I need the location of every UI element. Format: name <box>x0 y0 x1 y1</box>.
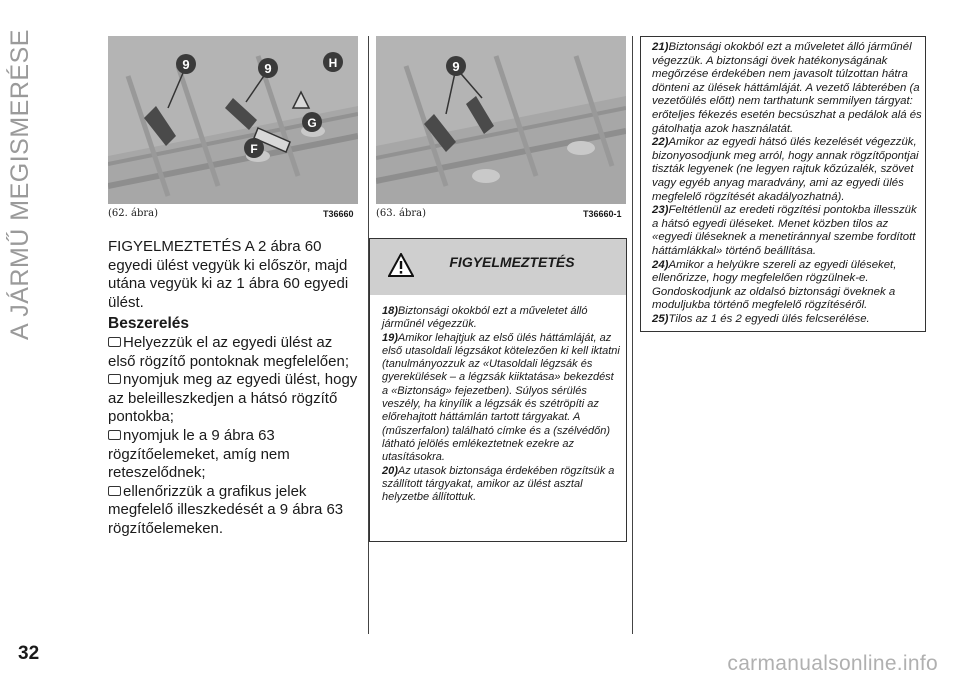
bullet-box-icon <box>108 486 121 496</box>
figure-63-caption: (63. ábra) <box>376 208 426 219</box>
intro-paragraph: FIGYELMEZTETÉS A 2 ábra 60 egyedi ülést vegyük ki először, majd utána vegyük ki az 1 ábra 60 egyedi ülést. <box>108 238 349 311</box>
warning-body <box>382 305 622 504</box>
svg-text:F: F <box>250 142 258 156</box>
bullet-item: Helyezzük el az egyedi ülést az első rögzítő pontoknak megfelelően; <box>108 333 349 370</box>
callout-f <box>244 138 264 158</box>
note-item: 21)Biztonsági okokból ezt a műveletet álló járműnél végezzük. A biztonsági övek hatékonyságának megőrzése érdekében nem javasolt túlzottan hátra dönteni az ülések háttámláját. A vezető lábterében (a vezetőülés előtt) nem tarthatunk semmilyen tárgyat: erőteljes fékezés esetén becsúszhat a pedálok alá és gátolhatja azok használatát. <box>652 41 922 135</box>
svg-text:H: H <box>328 56 338 70</box>
figure-62-image <box>108 36 358 204</box>
callout-g <box>302 112 322 132</box>
warning-title: FIGYELMEZTETÉS <box>449 254 575 270</box>
warning-box <box>369 238 627 542</box>
notes-box <box>640 36 926 332</box>
callout-h <box>323 52 343 72</box>
figure-62-illustration <box>108 36 358 204</box>
column-divider-2 <box>632 36 633 634</box>
bullet-box-icon <box>108 430 121 440</box>
svg-text:9: 9 <box>264 61 272 76</box>
bullet-item: ellenőrizzük a grafikus jelek megfelelő illeszkedését a 9 ábra 63 rögzítőelemeken. <box>108 482 344 537</box>
warning-item: 20)Az utasok biztonsága érdekében rögzítsük a szállított tárgyakat, amikor az ülést asztal helyzetbe állítottuk. <box>382 464 615 504</box>
watermark: carmanualsonline.info <box>727 652 938 675</box>
figure-63-code: T36660-1 <box>583 209 622 219</box>
svg-text:9: 9 <box>452 59 460 74</box>
warning-item: 19)Amikor lehajtjuk az első ülés háttámláját, az első utasoldali légzsákot kötelezően ki kell iktatni (tanulmányozzuk az «Utasoldali légzsák és gyerekülések – a légzsák kiiktatása» bekezdést a «Biztonság» fejezetben). Súlyos sérülés veszély, ha kinyílik a légzsák és szétröpíti az előrehajtott háttámlán tartott tárgyakat. A (műszerfalon) található címke és a (szélvédőn) látható jelölés emlékeztetnek ezekre az utasításokra. <box>382 331 620 464</box>
installation-heading: Beszerelés <box>108 315 190 333</box>
warning-header <box>370 239 626 295</box>
svg-text:9: 9 <box>182 57 190 72</box>
page-number: 32 <box>18 643 40 664</box>
bullet-item: nyomjuk meg az egyedi ülést, hogy az beleilleszkedjen a hátsó rögzítő pontokba; <box>108 371 358 426</box>
section-side-title <box>6 30 46 340</box>
bullet-item: nyomjuk le a 9 ábra 63 rögzítőelemeket, amíg nem reteszelődnek; <box>108 426 290 482</box>
note-item: 25)Tilos az 1 és 2 egyedi ülés felcserélése. <box>652 312 870 325</box>
svg-text:G: G <box>307 116 317 130</box>
warning-item: 18)Biztonsági okokból ezt a műveletet álló járműnél végezzük. <box>382 305 588 331</box>
note-item: 24)Amikor a helyükre szereli az egyedi üléseket, ellenőrizze, hogy megfelelően rögzülnek-e. Gondoskodjunk az oldalsó biztonsági öveknek a moduljukba történő megfelelő rögzítéséről. <box>652 258 897 312</box>
installation-text <box>108 238 358 539</box>
section-side-title-text: A JÁRMŰ MEGISMERÉSE <box>6 29 34 340</box>
bullet-box-icon <box>108 374 121 384</box>
bullet-box-icon <box>108 337 121 347</box>
note-item: 22)Amikor az egyedi hátsó ülés kezelését végezzük, bizonyosodjunk meg arról, hogy annak rögzítőpontjai tiszták legyenek (ne legyen rajtuk kőzúzalék, szövet vagy egyéb anyag maradvány, ami az egyedi ülés megfelelő rögzítését akadályozhatná). <box>652 136 919 203</box>
notes-body <box>652 41 922 326</box>
figure-63-image <box>376 36 626 204</box>
figure-62-code: T36660 <box>323 209 354 219</box>
figure-63-illustration <box>376 36 626 204</box>
note-item: 23)Feltétlenül az eredeti rögzítési pontokba illesszük a hátsó egyedi üléseket. Menet közben tilos az «egyedi üléseknek a menetiránnyal szembe fordított háttámlákkal» történő beállítása. <box>652 204 917 257</box>
figure-62-caption: (62. ábra) <box>108 208 158 219</box>
